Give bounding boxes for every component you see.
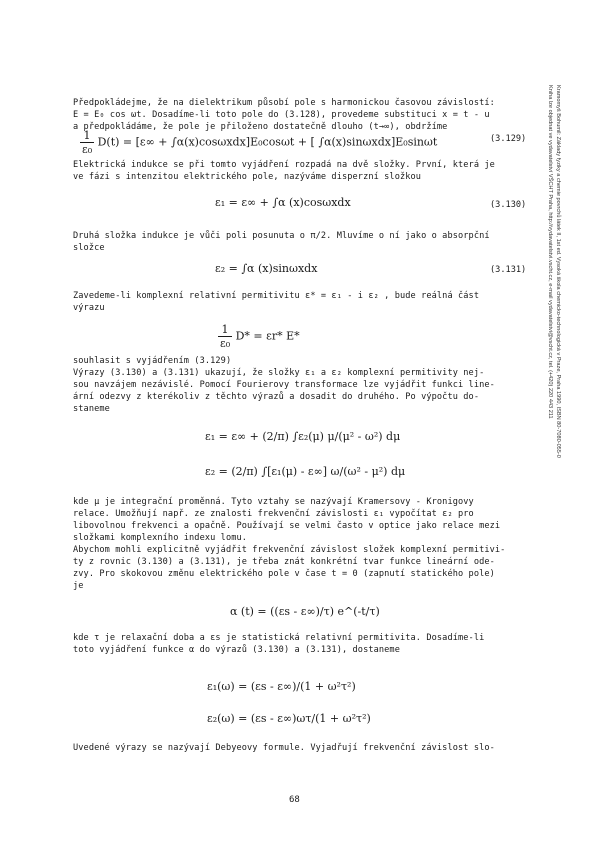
text-line: složce — [73, 243, 105, 253]
text-line: zvy. Pro skokovou změnu elektrického pole v čase t = 0 (zapnutí statického pole) — [73, 569, 495, 579]
text-line: složkami komplexního indexu lomu. — [73, 533, 248, 543]
equation-alpha: α (t) = ((εs - ε∞)/τ) e^(-t/τ) — [230, 605, 380, 618]
equation-debye-2: ε₂(ω) = (εs - ε∞)ωτ/(1 + ω²τ²) — [207, 712, 371, 725]
text-line: E = E₀ cos ωt. Dosadíme-li toto pole do (3.128), provedeme substituci x = t - u — [73, 110, 490, 120]
fraction-numerator: 1 — [218, 323, 232, 337]
copyright-sidebar — [547, 85, 592, 585]
equation-body: D(t) = [ε∞ + ∫α(x)cosωxdx]E₀cosωt + [ ∫α(x)sinωxdx]E₀sinωt — [97, 135, 438, 149]
page-number: 68 — [289, 795, 300, 805]
text-line: Elektrická indukce se při tomto vyjádření rozpadá na dvě složky. První, která je — [73, 160, 495, 170]
equation-kramers-kronig-2: ε₂ = (2/π) ∫[ε₁(μ) - ε∞] ω/(ω² - μ²) dμ — [205, 465, 406, 478]
equation-3-130: ε₁ = ε∞ + ∫α (x)cosωxdx — [215, 196, 351, 209]
text-line: výrazu — [73, 303, 105, 313]
text-line: Zavedeme-li komplexní relativní permitivitu ε* = ε₁ - i ε₂ , bude reálná část — [73, 291, 480, 301]
equation-number: (3.129) — [490, 134, 527, 144]
text-line: Předpokládejme, že na dielektrikum působí pole s harmonickou časovou závislostí: — [73, 98, 495, 108]
text-line: Druhá složka indukce je vůči poli posunuta o π/2. Mluvíme o ní jako o absorpční — [73, 231, 490, 241]
text-line: a předpokládáme, že pole je přiloženo dostatečně dlouho (t→∞), obdržíme — [73, 122, 448, 132]
text-line: ární odezvy z kterékoliv z těchto výrazů a dosadit do druhého. Po výpočtu do- — [73, 392, 480, 402]
text-line: Uvedené výrazy se nazývají Debyeovy formule. Vyjadřují frekvenční závislost slo- — [73, 743, 495, 753]
fraction-denominator: ε₀ — [82, 143, 93, 156]
copyright-line: Kramomyš Bohumil: Základy fyziky a chemie povrchů látek II, 1st ed. Vysoká škola chemicko-technologická v Praze, Praha 1990, ISBN 80-7080-055-0 — [555, 85, 561, 458]
equation-debye-1: ε₁(ω) = (εs - ε∞)/(1 + ω²τ²) — [207, 680, 356, 693]
text-line: kde τ je relaxační doba a εs je statistická relativní permitivita. Dosadíme-li — [73, 633, 485, 643]
equation-number: (3.131) — [490, 265, 527, 275]
text-line: sou navzájem nezávislé. Pomocí Fourierovy transformace lze vyjádřit funkci line- — [73, 380, 495, 390]
equation-kramers-kronig-1: ε₁ = ε∞ + (2/π) ∫ε₂(μ) μ/(μ² - ω²) dμ — [205, 430, 401, 443]
text-line: relace. Umožňují např. ze znalosti frekvenční závislosti ε₁ vypočítat ε₂ pro — [73, 509, 474, 519]
text-line: ty z rovnic (3.130) a (3.131), je třeba znát konkrétní tvar funkce lineární ode- — [73, 557, 495, 567]
equation-3-129 — [80, 129, 437, 156]
equation-number: (3.130) — [490, 200, 527, 210]
text-line: kde μ je integrační proměnná. Tyto vztahy se nazývají Kramersovy - Kronigovy — [73, 497, 474, 507]
text-line: Abychom mohli explicitně vyjádřit frekvenční závislost složek komplexní permitivi- — [73, 545, 506, 555]
text-line: ve fázi s intenzitou elektrického pole, nazýváme disperzní složkou — [73, 172, 422, 182]
text-line: je — [73, 581, 84, 591]
equation-body: D* = εr* E* — [235, 329, 300, 343]
text-line: libovolnou frekvenci a opačně. Používají se velmi často v optice jako relace mezi — [73, 521, 501, 531]
equation-3-131: ε₂ = ∫α (x)sinωxdx — [215, 262, 318, 275]
copyright-text — [546, 85, 562, 605]
text-line: toto vyjádření funkce α do výrazů (3.130) a (3.131), dostaneme — [73, 645, 400, 655]
fraction-denominator: ε₀ — [220, 337, 231, 350]
copyright-line: Kniha lze objednat ve vydavatelství VŠCHT Praha, http://vydavatelstvi.vscht.cz, e-mail vydavatelstvi@vscht.cz, tel. (+420) 220 443 211 — [547, 85, 553, 419]
text-line: Výrazy (3.130) a (3.131) ukazují, že složky ε₁ a ε₂ komplexní permitivity nej- — [73, 368, 485, 378]
fraction-numerator: 1 — [80, 129, 94, 143]
text-line: staneme — [73, 404, 110, 414]
text-line: souhlasit s vyjádřením (3.129) — [73, 356, 232, 366]
equation-d-star — [218, 323, 300, 350]
